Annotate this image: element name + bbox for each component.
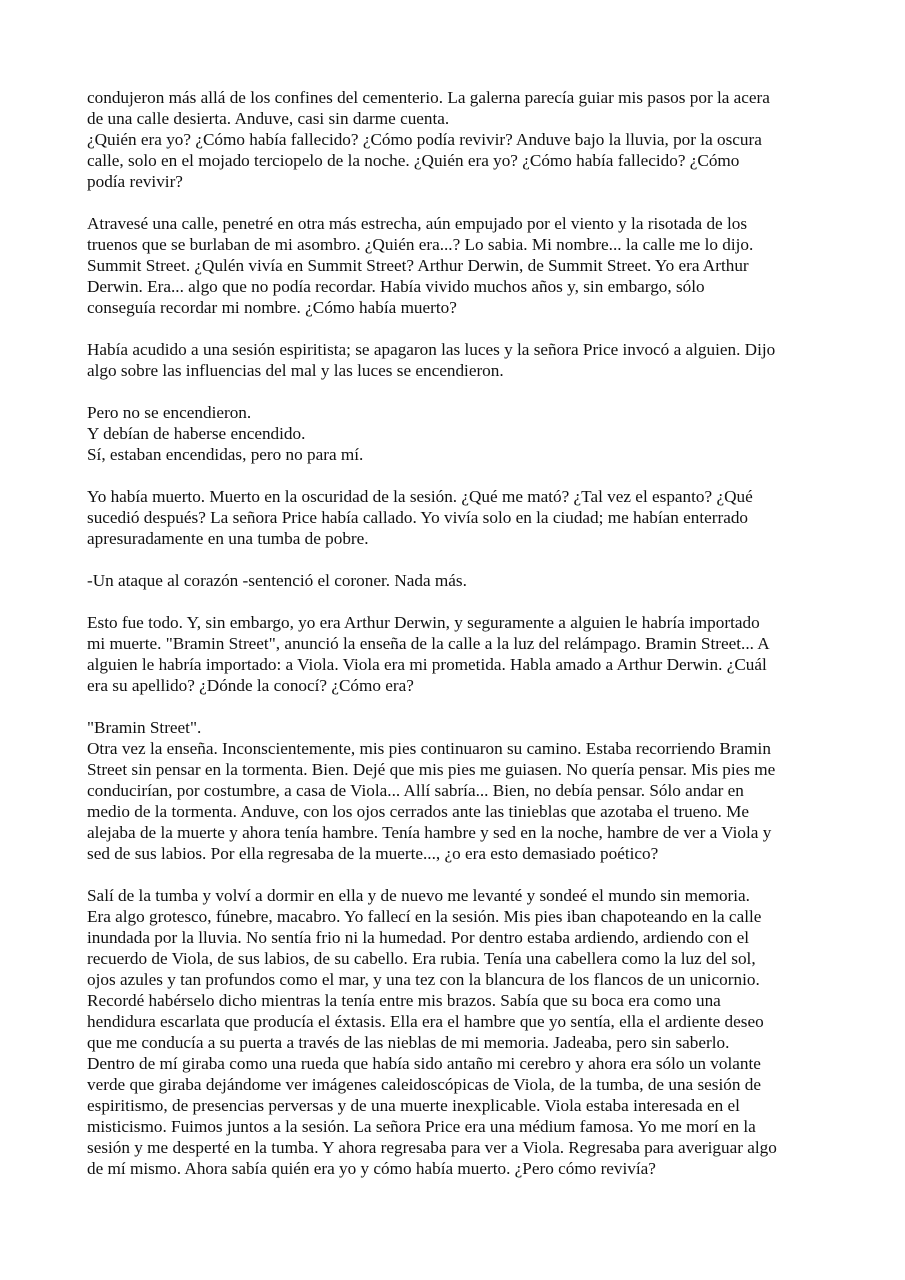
text-line: sed de sus labios. Por ella regresaba de la muerte..., ¿o era esto demasiado poético?: [87, 844, 659, 863]
text-line: Había acudido a una sesión espiritista; se apagaron las luces y la señora Price invocó a alguien. Dijo: [87, 340, 776, 359]
paragraph-4: [87, 402, 847, 465]
paragraph-7: [87, 612, 847, 696]
text-line: algo sobre las influencias del mal y las luces se encendieron.: [87, 361, 504, 380]
text-line: alguien le habría importado: a Viola. Viola era mi prometida. Habla amado a Arthur Derwin. ¿Cuál: [87, 655, 767, 674]
text-line: Sí, estaban encendidas, pero no para mí.: [87, 445, 364, 464]
text-line: Yo había muerto. Muerto en la oscuridad de la sesión. ¿Qué me mató? ¿Tal vez el espanto? ¿Qué: [87, 487, 753, 506]
text-line: calle, solo en el mojado terciopelo de la noche. ¿Quién era yo? ¿Cómo había fallecido? ¿Cómo: [87, 151, 740, 170]
text-line: apresuradamente en una tumba de pobre.: [87, 529, 369, 548]
text-line: Atravesé una calle, penetré en otra más estrecha, aún empujado por el viento y la risotada de los: [87, 214, 748, 233]
paragraph-5: [87, 486, 847, 549]
text-line: Street sin pensar en la tormenta. Bien. Dejé que mis pies me guiasen. No quería pensar. Mis pies me: [87, 760, 776, 779]
text-line: conseguía recordar mi nombre. ¿Cómo había muerto?: [87, 298, 457, 317]
text-line: inundada por la lluvia. No sentía frio ni la humedad. Por dentro estaba ardiendo, ardiendo con el: [87, 928, 749, 947]
text-line: Era algo grotesco, fúnebre, macabro. Yo fallecí en la sesión. Mis pies iban chapoteando en la calle: [87, 907, 762, 926]
text-line: conducirían, por costumbre, a casa de Viola... Allí sabría... Bien, no debía pensar. Sólo andar en: [87, 781, 744, 800]
text-line: Esto fue todo. Y, sin embargo, yo era Arthur Derwin, y seguramente a alguien le habría importado: [87, 613, 760, 632]
text-line: "Bramin Street".: [87, 718, 202, 737]
paragraph-9: [87, 885, 847, 1179]
text-line: ¿Quién era yo? ¿Cómo había fallecido? ¿Cómo podía revivir? Anduve bajo la lluvia, por la oscura: [87, 130, 762, 149]
text-line: medio de la tormenta. Anduve, con los ojos cerrados ante las tinieblas que azotaba el trueno. Me: [87, 802, 749, 821]
text-line: verde que giraba dejándome ver imágenes caleidoscópicas de Viola, de la tumba, de una sesión de: [87, 1075, 761, 1094]
text-line: recuerdo de Viola, de sus labios, de su cabello. Era rubia. Tenía una cabellera como la luz del sol,: [87, 949, 756, 968]
paragraph-6: [87, 570, 847, 591]
text-line: Summit Street. ¿Qulén vivía en Summit Street? Arthur Derwin, de Summit Street. Yo era Arthur: [87, 256, 749, 275]
text-line: Derwin. Era... algo que no podía recordar. Había vivido muchos años y, sin embargo, sólo: [87, 277, 705, 296]
text-line: hendidura escarlata que producía el éxtasis. Ella era el hambre que yo sentía, ella el ardiente deseo: [87, 1012, 764, 1031]
text-line: Recordé habérselo dicho mientras la tenía entre mis brazos. Sabía que su boca era como una: [87, 991, 721, 1010]
text-line: truenos que se burlaban de mi asombro. ¿Quién era...? Lo sabia. Mi nombre... la calle me lo dijo.: [87, 235, 754, 254]
text-line: ojos azules y tan profundos como el mar, y una tez con la blancura de los flancos de un unicornio.: [87, 970, 760, 989]
text-line: Otra vez la enseña. Inconscientemente, mis pies continuaron su camino. Estaba recorriendo Bramin: [87, 739, 771, 758]
text-line: Dentro de mí giraba como una rueda que había sido antaño mi cerebro y ahora era sólo un volante: [87, 1054, 761, 1073]
text-line: Pero no se encendieron.: [87, 403, 252, 422]
text-line: -Un ataque al corazón -sentenció el coroner. Nada más.: [87, 571, 467, 590]
text-line: sesión y me desperté en la tumba. Y ahora regresaba para ver a Viola. Regresaba para averiguar algo: [87, 1138, 777, 1157]
text-line: Y debían de haberse encendido.: [87, 424, 306, 443]
paragraph-2: [87, 213, 847, 318]
text-line: mi muerte. "Bramin Street", anunció la enseña de la calle a la luz del relámpago. Bramin Street... A: [87, 634, 770, 653]
text-line: sucedió después? La señora Price había callado. Yo vivía solo en la ciudad; me habían enterrado: [87, 508, 749, 527]
text-line: de una calle desierta. Anduve, casi sin darme cuenta.: [87, 109, 450, 128]
text-line: que me conducía a su puerta a través de las nieblas de mi memoria. Jadeaba, pero sin saberlo.: [87, 1033, 730, 1052]
text-line: Salí de la tumba y volví a dormir en ella y de nuevo me levanté y sondeé el mundo sin memoria.: [87, 886, 750, 905]
text-line: podía revivir?: [87, 172, 183, 191]
text-line: era su apellido? ¿Dónde la conocí? ¿Cómo era?: [87, 676, 414, 695]
paragraph-1: [87, 87, 847, 192]
paragraph-8: [87, 717, 847, 864]
text-line: de mí mismo. Ahora sabía quién era yo y cómo había muerto. ¿Pero cómo revivía?: [87, 1159, 656, 1178]
text-line: condujeron más allá de los confines del cementerio. La galerna parecía guiar mis pasos por la acera: [87, 88, 770, 107]
text-line: espiritismo, de presencias perversas y de una muerte inexplicable. Viola estaba interesada en el: [87, 1096, 740, 1115]
text-line: alejaba de la muerte y ahora tenía hambre. Tenía hambre y sed en la noche, hambre de ver a Viola y: [87, 823, 772, 842]
text-line: misticismo. Fuimos juntos a la sesión. La señora Price era una médium famosa. Yo me morí en la: [87, 1117, 756, 1136]
paragraph-3: [87, 339, 847, 381]
